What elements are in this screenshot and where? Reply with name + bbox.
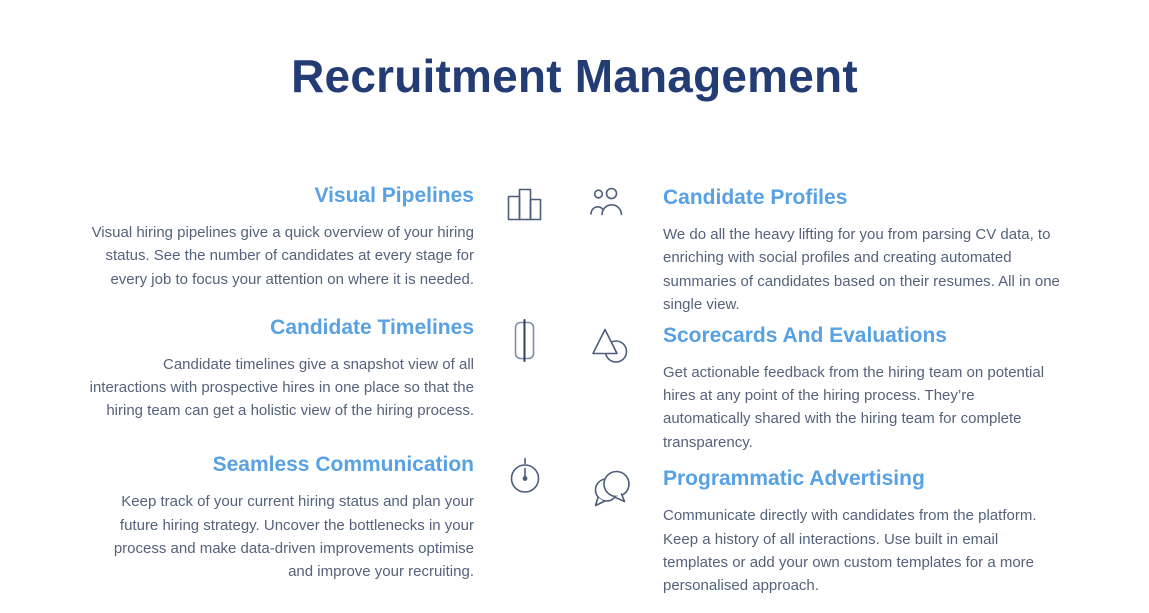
icon-cell xyxy=(474,454,565,598)
triangle-circle-icon xyxy=(565,325,663,365)
feature-description: Communicate directly with candidates from the platform. Keep a history of all interactions. Use built in email templates or add your own custom templates for a more personalised approach. xyxy=(663,507,1037,595)
people-icon xyxy=(565,187,663,221)
feature-candidate-timelines xyxy=(85,317,474,455)
feature-title: Seamless Communication xyxy=(212,453,474,477)
bar-chart-icon xyxy=(474,185,565,225)
feature-title: Candidate Profiles xyxy=(663,186,848,209)
feature-description: Keep track of your current hiring status and plan your future hiring strategy. Uncover the bottlenecks in your process and make data-driven improvements optimise and improve your recruiting. xyxy=(113,493,474,581)
stopwatch-icon xyxy=(474,454,565,496)
feature-description: Get actionable feedback from the hiring team on potential hires at any point of the hiring process. They’re automatically shared with the hiring team for complete transparency. xyxy=(663,363,1045,451)
feature-title: Visual Pipelines xyxy=(314,184,474,207)
feature-title: Scorecards And Evaluations xyxy=(663,323,947,347)
features-grid xyxy=(0,185,1149,598)
page-title: Recruitment Management xyxy=(291,50,858,102)
icon-cell xyxy=(565,317,663,455)
timeline-column-icon xyxy=(474,317,565,365)
feature-candidate-profiles xyxy=(663,185,1065,317)
feature-description: We do all the heavy lifting for you from parsing CV data, to enriching with social profiles and creating automated summaries of candidates based on their resumes. All in one single view. xyxy=(663,226,1060,314)
feature-title: Candidate Timelines xyxy=(270,315,474,339)
feature-title: Programmatic Advertising xyxy=(663,467,925,491)
icon-cell xyxy=(474,185,565,317)
icon-cell xyxy=(565,454,663,598)
chat-bubbles-icon xyxy=(565,468,663,510)
feature-seamless-communication xyxy=(85,454,474,598)
feature-visual-pipelines xyxy=(85,185,474,317)
feature-description: Candidate timelines give a snapshot view of all interactions with prospective hires in one place so that the hiring team can get a holistic view of the hiring process. xyxy=(89,355,474,420)
feature-description: Visual hiring pipelines give a quick overview of your hiring status. See the number of candidates at every stage for every job to focus your attention on where it is needed. xyxy=(91,224,474,288)
icon-cell xyxy=(474,317,565,455)
feature-scorecards-evaluations xyxy=(663,317,1065,455)
feature-programmatic-advertising xyxy=(663,454,1065,598)
icon-cell xyxy=(565,185,663,317)
